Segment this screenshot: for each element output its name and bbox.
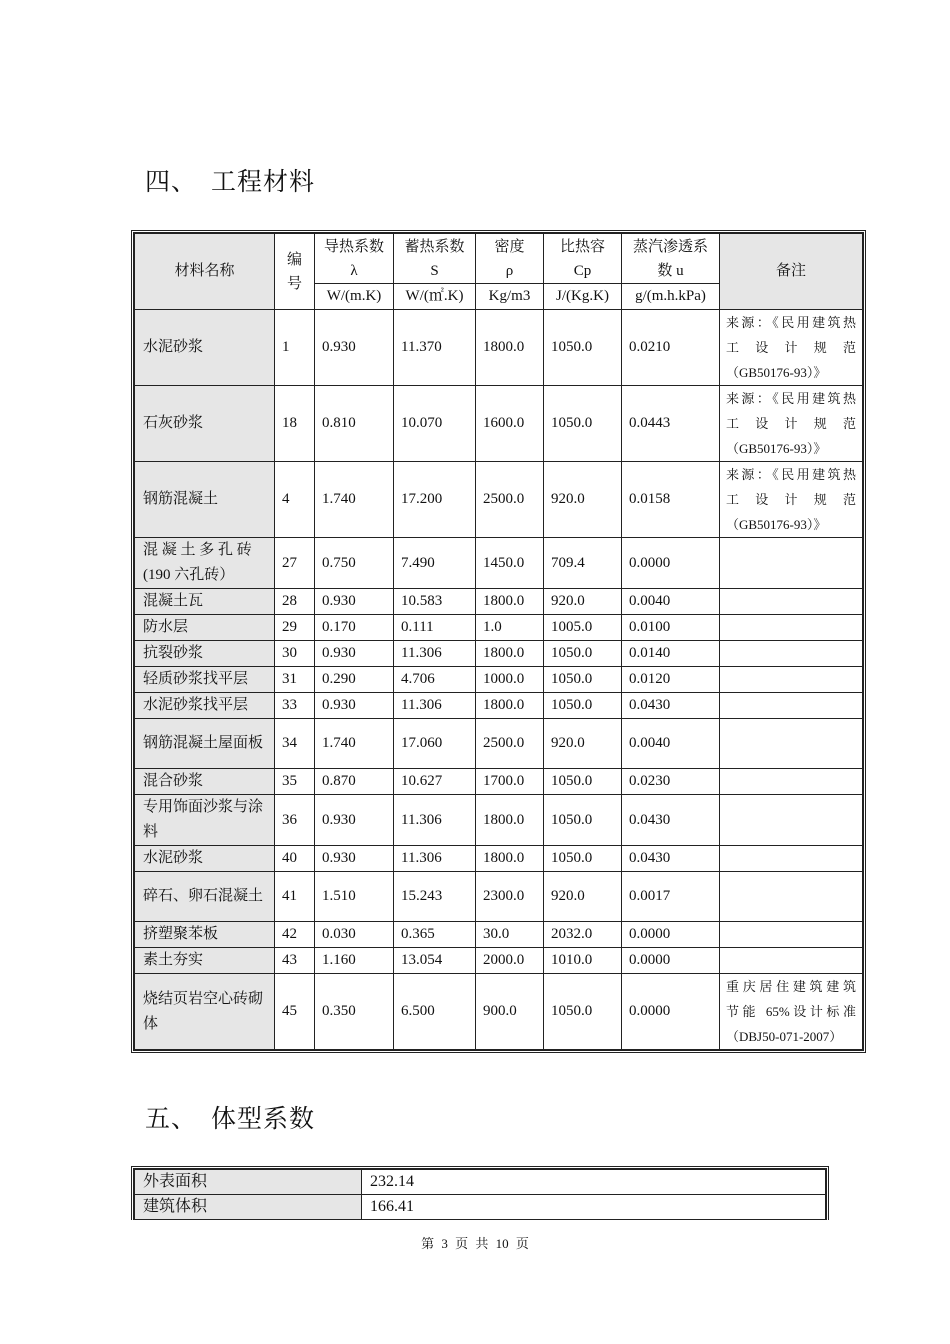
material-name-cell: 防水层: [135, 615, 275, 641]
material-id-cell: 30: [275, 641, 315, 667]
material-name-cell: 钢筋混凝土: [135, 462, 275, 538]
material-note-cell: [720, 462, 863, 538]
materials-table: [134, 233, 863, 1050]
material-cp-cell: 1050.0: [544, 846, 622, 872]
table-row: [135, 310, 863, 386]
col-header-name: 材料名称: [135, 234, 275, 310]
material-s-cell: 11.370: [394, 310, 476, 386]
materials-table-body: [135, 310, 863, 1050]
building-volume-value: 166.41: [362, 1195, 826, 1220]
material-u-cell: 0.0430: [622, 846, 720, 872]
material-rho-cell: 1800.0: [476, 641, 544, 667]
material-s-cell: 13.054: [394, 948, 476, 974]
material-lambda-cell: 0.930: [315, 795, 394, 846]
col-header-rho: 密度ρ: [476, 234, 544, 284]
material-id-cell: 34: [275, 719, 315, 769]
material-cp-cell: 1050.0: [544, 641, 622, 667]
note-line: 工 设 计 规 范: [726, 492, 856, 507]
material-rho-cell: 1.0: [476, 615, 544, 641]
note-line: 重庆居住建筑建筑: [726, 979, 856, 994]
material-name-cell: 轻质砂浆找平层: [135, 667, 275, 693]
material-lambda-cell: 0.930: [315, 693, 394, 719]
note-line: 来源：《民用建筑热: [726, 315, 856, 330]
material-cp-cell: 920.0: [544, 719, 622, 769]
section-heading-materials: [145, 162, 315, 198]
material-name-cell: 混凝土瓦: [135, 589, 275, 615]
material-note-cell: [720, 615, 863, 641]
material-s-cell: 11.306: [394, 641, 476, 667]
material-rho-cell: 1800.0: [476, 846, 544, 872]
material-s-cell: 10.070: [394, 386, 476, 462]
col-header-u: 蒸汽渗透系数 u: [622, 234, 720, 284]
table-row: [135, 1170, 826, 1195]
table-row: [135, 641, 863, 667]
material-s-cell: 0.111: [394, 615, 476, 641]
material-u-cell: 0.0230: [622, 769, 720, 795]
material-cp-cell: 709.4: [544, 538, 622, 589]
material-u-cell: 0.0000: [622, 974, 720, 1050]
material-u-cell: 0.0017: [622, 872, 720, 922]
table-row: [135, 795, 863, 846]
section-title: 体型系数: [211, 1104, 316, 1133]
note-line: （GB50176-93）》: [726, 441, 827, 456]
table-row: [135, 538, 863, 589]
material-name-cell: 素土夯实: [135, 948, 275, 974]
table-row: [135, 1195, 826, 1220]
material-lambda-cell: 0.030: [315, 922, 394, 948]
material-lambda-cell: 0.810: [315, 386, 394, 462]
material-u-cell: 0.0430: [622, 693, 720, 719]
note-line: （GB50176-93）》: [726, 517, 827, 532]
note-line: 来源：《民用建筑热: [726, 467, 856, 482]
table-row: [135, 974, 863, 1050]
material-cp-cell: 1050.0: [544, 974, 622, 1050]
material-note-cell: [720, 310, 863, 386]
material-rho-cell: 30.0: [476, 922, 544, 948]
material-cp-cell: 920.0: [544, 462, 622, 538]
table-row: [135, 462, 863, 538]
col-header-cp: 比热容Cp: [544, 234, 622, 284]
page-footer: 第 3 页 共 10 页: [421, 1236, 529, 1251]
material-lambda-cell: 0.350: [315, 974, 394, 1050]
note-line: 节能 65%设计标准: [726, 1004, 856, 1019]
material-name-cell: 石灰砂浆: [135, 386, 275, 462]
note-line: （DBJ50-071-2007）: [726, 1029, 843, 1044]
table-row: [135, 846, 863, 872]
unit-s: W/(㎡.K): [394, 284, 476, 310]
material-note-cell: [720, 846, 863, 872]
material-note-cell: [720, 719, 863, 769]
shape-table-frame: [131, 1166, 829, 1220]
material-note-cell: [720, 974, 863, 1050]
material-name-cell: 混合砂浆: [135, 769, 275, 795]
material-s-cell: 11.306: [394, 795, 476, 846]
material-u-cell: 0.0443: [622, 386, 720, 462]
material-rho-cell: 1450.0: [476, 538, 544, 589]
material-name-cell: 水泥砂浆: [135, 310, 275, 386]
material-name-cell: 抗裂砂浆: [135, 641, 275, 667]
material-u-cell: 0.0210: [622, 310, 720, 386]
material-id-cell: 42: [275, 922, 315, 948]
material-u-cell: 0.0040: [622, 589, 720, 615]
material-lambda-cell: 1.740: [315, 719, 394, 769]
material-rho-cell: 2300.0: [476, 872, 544, 922]
table-row: [135, 589, 863, 615]
material-id-cell: 36: [275, 795, 315, 846]
material-name-cell: 专用饰面沙浆与涂料: [135, 795, 275, 846]
col-header-note: 备注: [720, 234, 863, 310]
material-id-cell: 28: [275, 589, 315, 615]
unit-rho: Kg/m3: [476, 284, 544, 310]
material-lambda-cell: 0.750: [315, 538, 394, 589]
material-rho-cell: 2500.0: [476, 719, 544, 769]
material-name-cell: 烧结页岩空心砖砌体: [135, 974, 275, 1050]
material-lambda-cell: 1.160: [315, 948, 394, 974]
material-u-cell: 0.0158: [622, 462, 720, 538]
table-row: [135, 872, 863, 922]
col-header-id: 编号: [275, 234, 315, 310]
material-note-cell: [720, 922, 863, 948]
material-id-cell: 41: [275, 872, 315, 922]
material-rho-cell: 2000.0: [476, 948, 544, 974]
shape-table: [134, 1169, 826, 1220]
material-s-cell: 17.060: [394, 719, 476, 769]
materials-table-frame: [131, 230, 866, 1053]
material-note-cell: [720, 667, 863, 693]
material-name-cell: 混 凝 土 多 孔 砖 (190 六孔砖）: [135, 538, 275, 589]
material-note-cell: [720, 589, 863, 615]
material-u-cell: 0.0430: [622, 795, 720, 846]
surface-area-label: 外表面积: [135, 1170, 362, 1195]
material-note-cell: [720, 538, 863, 589]
material-lambda-cell: 0.170: [315, 615, 394, 641]
col-header-s: 蓄热系数 S: [394, 234, 476, 284]
material-cp-cell: 1050.0: [544, 386, 622, 462]
material-rho-cell: 1700.0: [476, 769, 544, 795]
note-line: （GB50176-93）》: [726, 365, 827, 380]
material-name-cell: 水泥砂浆找平层: [135, 693, 275, 719]
material-u-cell: 0.0120: [622, 667, 720, 693]
material-s-cell: 0.365: [394, 922, 476, 948]
table-row: [135, 386, 863, 462]
note-line: 来源：《民用建筑热: [726, 391, 856, 406]
material-name-cell: 钢筋混凝土屋面板: [135, 719, 275, 769]
material-cp-cell: 2032.0: [544, 922, 622, 948]
material-u-cell: 0.0000: [622, 948, 720, 974]
material-rho-cell: 900.0: [476, 974, 544, 1050]
material-u-cell: 0.0040: [622, 719, 720, 769]
material-rho-cell: 1800.0: [476, 795, 544, 846]
material-note-cell: [720, 693, 863, 719]
building-volume-label: 建筑体积: [135, 1195, 362, 1220]
material-lambda-cell: 1.510: [315, 872, 394, 922]
table-row: [135, 719, 863, 769]
material-lambda-cell: 0.930: [315, 641, 394, 667]
material-note-cell: [720, 386, 863, 462]
section-number: 五、: [145, 1104, 198, 1133]
material-s-cell: 10.583: [394, 589, 476, 615]
material-s-cell: 17.200: [394, 462, 476, 538]
table-row: [135, 922, 863, 948]
material-id-cell: 35: [275, 769, 315, 795]
material-id-cell: 43: [275, 948, 315, 974]
material-id-cell: 4: [275, 462, 315, 538]
material-cp-cell: 1050.0: [544, 667, 622, 693]
material-rho-cell: 1000.0: [476, 667, 544, 693]
material-cp-cell: 1010.0: [544, 948, 622, 974]
material-note-cell: [720, 872, 863, 922]
note-line: 工 设 计 规 范: [726, 340, 856, 355]
material-s-cell: 15.243: [394, 872, 476, 922]
material-s-cell: 11.306: [394, 846, 476, 872]
col-header-lambda: 导热系数λ: [315, 234, 394, 284]
material-s-cell: 10.627: [394, 769, 476, 795]
material-rho-cell: 1800.0: [476, 310, 544, 386]
material-u-cell: 0.0000: [622, 922, 720, 948]
table-row: [135, 948, 863, 974]
material-cp-cell: 920.0: [544, 589, 622, 615]
material-rho-cell: 1800.0: [476, 589, 544, 615]
material-lambda-cell: 0.930: [315, 589, 394, 615]
material-lambda-cell: 0.290: [315, 667, 394, 693]
material-cp-cell: 1050.0: [544, 795, 622, 846]
material-rho-cell: 1800.0: [476, 693, 544, 719]
material-rho-cell: 2500.0: [476, 462, 544, 538]
material-u-cell: 0.0100: [622, 615, 720, 641]
material-id-cell: 45: [275, 974, 315, 1050]
material-note-cell: [720, 641, 863, 667]
material-name-cell: 碎石、卵石混凝土: [135, 872, 275, 922]
unit-lambda: W/(m.K): [315, 284, 394, 310]
material-cp-cell: 1005.0: [544, 615, 622, 641]
material-s-cell: 11.306: [394, 693, 476, 719]
material-cp-cell: 1050.0: [544, 693, 622, 719]
table-row: [135, 693, 863, 719]
material-rho-cell: 1600.0: [476, 386, 544, 462]
table-row: [135, 769, 863, 795]
material-lambda-cell: 0.930: [315, 310, 394, 386]
material-id-cell: 29: [275, 615, 315, 641]
material-id-cell: 33: [275, 693, 315, 719]
material-s-cell: 7.490: [394, 538, 476, 589]
material-lambda-cell: 1.740: [315, 462, 394, 538]
material-id-cell: 1: [275, 310, 315, 386]
material-cp-cell: 920.0: [544, 872, 622, 922]
table-row: [135, 667, 863, 693]
material-note-cell: [720, 769, 863, 795]
material-id-cell: 40: [275, 846, 315, 872]
material-id-cell: 31: [275, 667, 315, 693]
material-note-cell: [720, 795, 863, 846]
table-row: [135, 615, 863, 641]
material-id-cell: 27: [275, 538, 315, 589]
material-id-cell: 18: [275, 386, 315, 462]
surface-area-value: 232.14: [362, 1170, 826, 1195]
material-s-cell: 6.500: [394, 974, 476, 1050]
section-title: 工程材料: [211, 167, 316, 196]
unit-cp: J/(Kg.K): [544, 284, 622, 310]
material-lambda-cell: 0.870: [315, 769, 394, 795]
material-note-cell: [720, 948, 863, 974]
section-number: 四、: [145, 167, 198, 196]
material-cp-cell: 1050.0: [544, 769, 622, 795]
section-heading-shape-coefficient: [145, 1099, 315, 1135]
material-cp-cell: 1050.0: [544, 310, 622, 386]
material-u-cell: 0.0000: [622, 538, 720, 589]
material-name-cell: 水泥砂浆: [135, 846, 275, 872]
material-lambda-cell: 0.930: [315, 846, 394, 872]
note-line: 工 设 计 规 范: [726, 416, 856, 431]
unit-u: g/(m.h.kPa): [622, 284, 720, 310]
material-u-cell: 0.0140: [622, 641, 720, 667]
material-s-cell: 4.706: [394, 667, 476, 693]
material-name-cell: 挤塑聚苯板: [135, 922, 275, 948]
